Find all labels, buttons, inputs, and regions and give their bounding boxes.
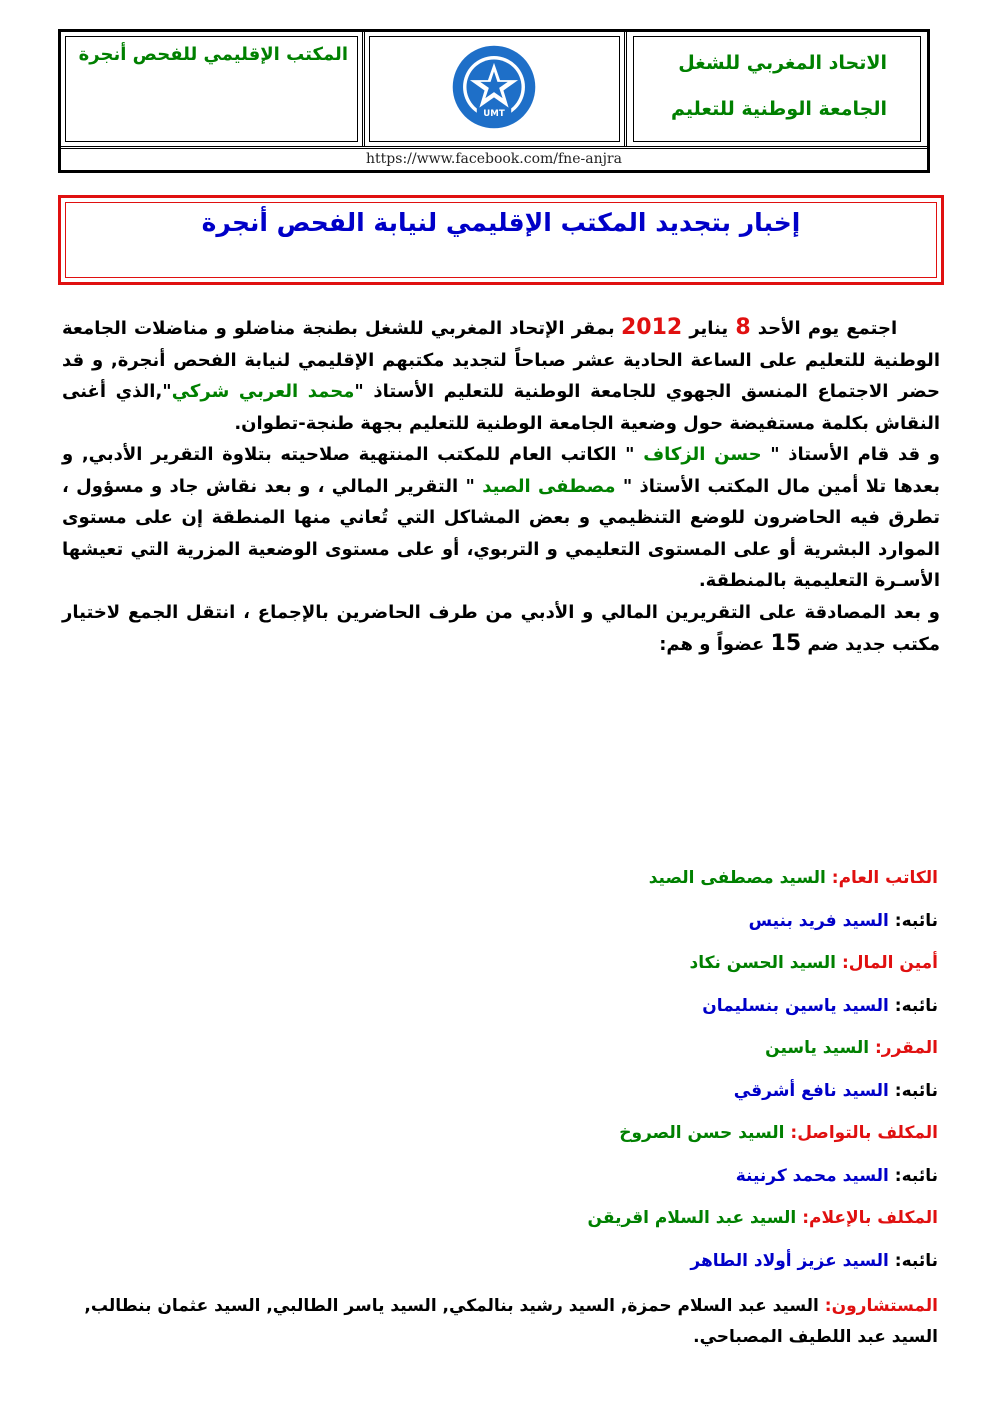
member-role: المكلف بالإعلام: [802,1208,938,1228]
meeting-day: 8 [735,315,751,340]
member-count: 15 [770,631,802,656]
member-role: نائبه: [894,910,938,931]
member-name: السيد ياسين [765,1038,870,1058]
list-item [60,866,938,909]
member-name: السيد ياسين بنسليمان [702,995,889,1016]
letterhead-org-cell [624,32,927,146]
list-item [60,1079,938,1122]
paragraph-election: و بعد المصادقة على التقريرين المالي و الأدبي من طرف الحاضرين بالإجماع ، انتقل الجمع لاختيار مكتب جديد ضم 15 عضواً و هم: [62,601,940,656]
facebook-url[interactable]: https://www.facebook.com/fne-anjra [61,146,927,170]
document-title: إخبار بتجديد المكتب الإقليمي لنيابة الفحص أنجرة [201,208,801,237]
list-item [60,1249,938,1292]
advisors-role: المستشارون: [824,1296,938,1316]
member-role: نائبه: [894,1250,938,1271]
letterhead-office-cell [61,32,362,146]
org-name: الاتحاد المغربي للشغل [678,52,887,74]
member-role: المكلف بالتواصل: [790,1123,938,1143]
former-secretary-name: حسن الزكاف [643,444,762,465]
member-role: أمين المال: [841,953,938,973]
paragraph-reports: و قد قام الأستاذ " حسن الزكاف " الكاتب العام للمكتب المنتهية صلاحيته بتلاوة التقرير الأدبي, و بعدها تلا أمين مال المكتب الأستاذ " مصطفى الصيد " التقرير المالي ، و بعد نقاش جاد و مسؤول ، تطرق فيه الحاضرون للوضع التنظيمي و بعض المشاكل التي تُعاني منها المنطقة إن على مستوى الموارد البشرية أو على المستوى التعليمي و التربوي، أو على مستوى الوضعية المزرية التي تعيشها الأسـرة التعليمية بالمنطقة. [62,444,940,591]
paragraph-meeting: اجتمع يوم الأحد 8 يناير 2012 بمقر الإتحاد المغربي للشغل بطنجة مناضلو و مناضلات الجامعة الوطنية للتعليم على الساعة الحادية عشر صباحاً لتجديد مكتبهم الإقليمي لنيابة الفحص أنجرة, و قد حضر الاجتماع المنسق الجهوي للجامعة الوطنية للتعليم الأستاذ "محمد العربي شركي",الذي أغنى النقاش بكلمة مستفيضة حول وضعية الجامعة الوطنية للتعليم بجهة طنجة-تطوان. [62,315,941,434]
letterhead [58,29,930,173]
coordinator-name: محمد العربي شركي [171,381,355,402]
office-name: المكتب الإقليمي للفحص أنجرة [78,44,348,65]
member-name: السيد عزيز أولاد الطاهر [690,1250,889,1271]
meeting-year: 2012 [620,315,683,340]
member-name: السيد فريد بنيس [748,910,889,931]
list-item [60,909,938,952]
federation-name: الجامعة الوطنية للتعليم [671,98,887,120]
bureau-members-list [60,866,938,1347]
member-name: السيد حسن الصروخ [619,1123,785,1143]
announcement-body [62,312,940,661]
letterhead-logo-cell [362,32,624,146]
title-box [58,195,944,285]
member-role: المقرر: [874,1038,938,1058]
member-role: نائبه: [894,995,938,1016]
member-name: السيد نافع أشرقي [733,1080,889,1101]
former-treasurer-name: مصطفى الصيد [482,475,616,497]
member-name: السيد عبد السلام اقريقن [587,1208,797,1228]
member-name: السيد محمد كرنينة [735,1165,889,1186]
list-item [60,1036,938,1079]
list-item [60,1121,938,1164]
list-item [60,1206,938,1249]
member-name: السيد الحسن نكاد [689,953,837,973]
list-item [60,994,938,1037]
list-item [60,1164,938,1207]
member-role: الكاتب العام: [831,868,938,888]
umt-logo [451,44,537,130]
member-role: نائبه: [894,1165,938,1186]
list-item [60,951,938,994]
logo-text: UMT [483,109,505,120]
advisors-names: السيد عبد السلام حمزة, السيد رشيد بنالمكي, السيد ياسر الطالبي, السيد عثمان بنطالب, السيد عبد اللطيف المصباحي. [84,1296,938,1347]
advisors-item [60,1291,938,1347]
letterhead-top-row [61,32,927,146]
member-name: السيد مصطفى الصيد [648,868,826,888]
member-role: نائبه: [894,1080,938,1101]
